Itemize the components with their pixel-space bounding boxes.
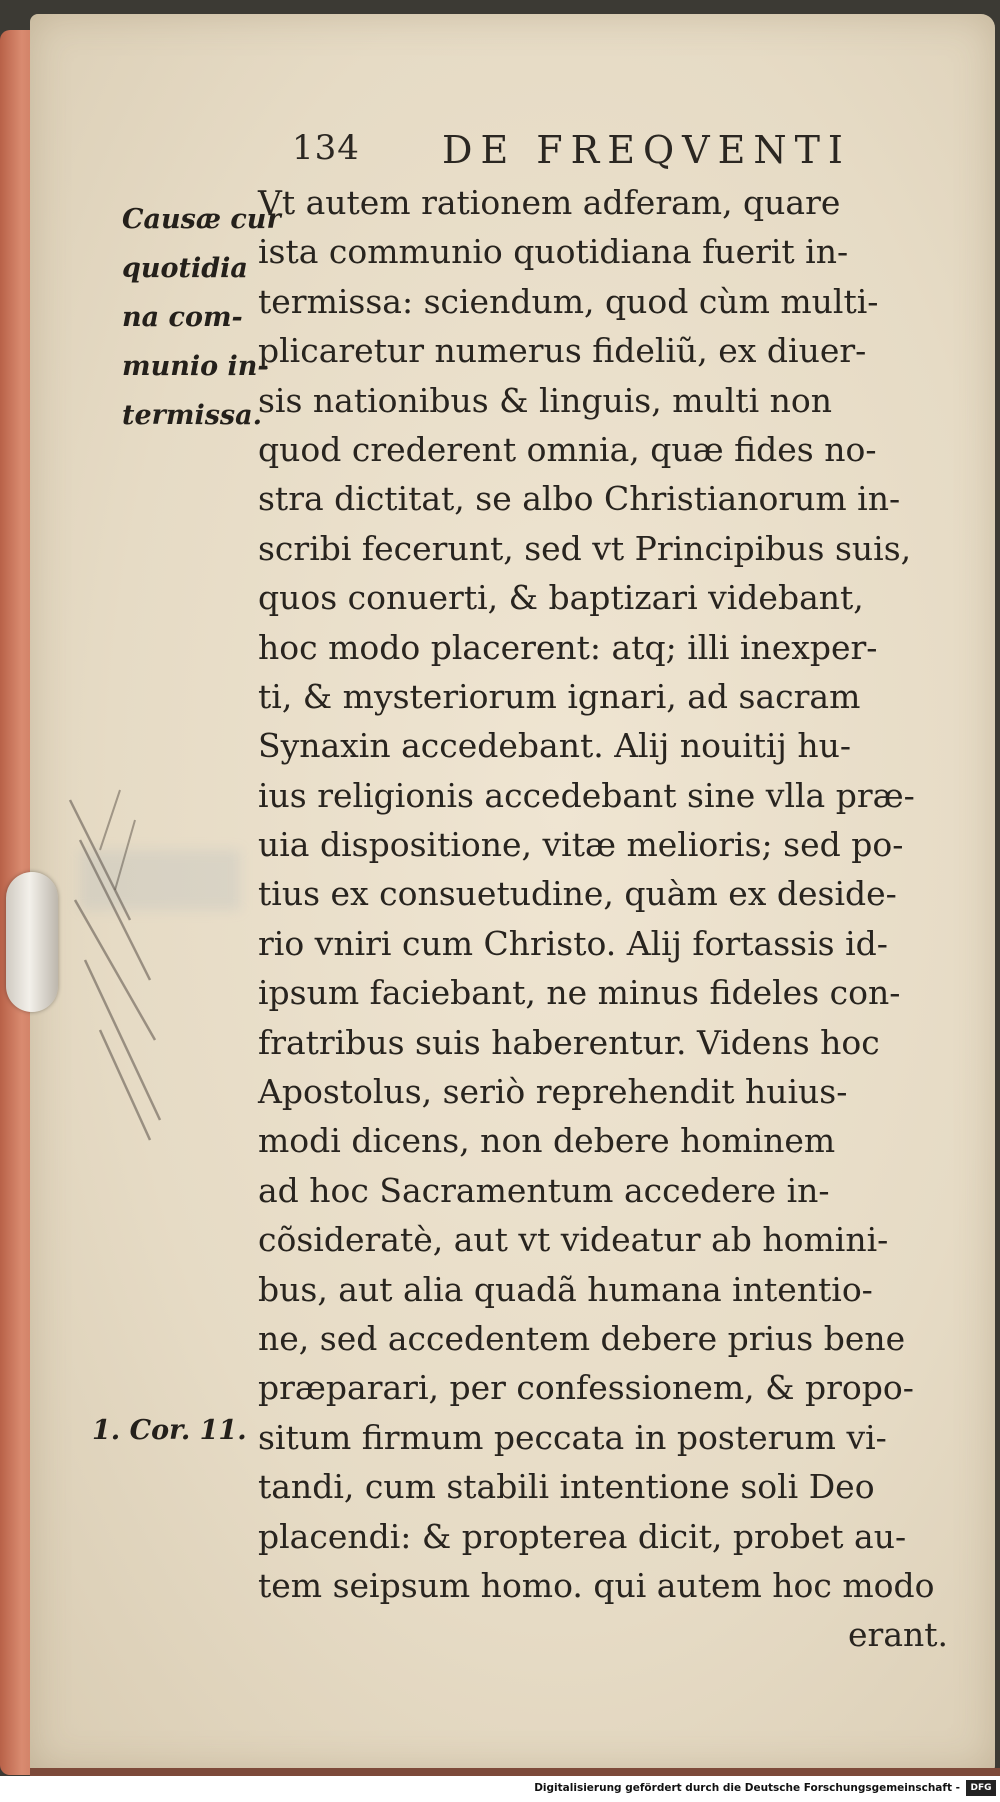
running-head [292, 128, 912, 176]
text-line: ad hoc Sacramentum accedere in- [258, 1170, 830, 1210]
text-line: tandi, cum stabili intentione soli Deo [258, 1467, 875, 1507]
page-number: 134 [292, 128, 360, 168]
footer-bar [0, 1776, 1000, 1802]
text-line: præparari, per confessionem, & propo- [258, 1368, 914, 1408]
handwritten-mark [60, 780, 170, 1160]
text-line: placendi: & propterea dicit, probet au- [258, 1516, 907, 1556]
book-bottom-edge [30, 1768, 1000, 1776]
margin-reference: 1. Cor. 11. [92, 1415, 247, 1446]
text-line: stra dictitat, se albo Christianorum in- [258, 479, 901, 519]
margin-note-line: na com- [122, 302, 243, 333]
text-line: fratribus suis haberentur. Videns hoc [258, 1022, 880, 1062]
text-line: tem seipsum homo. qui autem hoc modo [258, 1565, 935, 1605]
text-line: ipsum faciebant, ne minus fideles con- [258, 973, 901, 1013]
text-line: quos conuerti, & baptizari videbant, [258, 578, 864, 618]
margin-note-line: munio in- [122, 351, 269, 382]
text-line: quod crederent omnia, quæ fides no- [258, 429, 877, 469]
text-line: cõsideratè, aut vt videatur ab homini- [258, 1220, 889, 1260]
funding-credit: Digitalisierung gefördert durch die Deutsche Forschungsgemeinschaft - [534, 1782, 960, 1794]
text-line: ista communio quotidiana fuerit in- [258, 232, 849, 272]
text-line: Vt autem rationem adferam, quare [258, 183, 841, 222]
text-line: hoc modo placerent: atq; illi inexper- [258, 627, 878, 667]
text-line: termissa: sciendum, quod cùm multi- [258, 281, 879, 321]
page-clip [6, 872, 58, 1012]
text-line: rio vniri cum Christo. Alij fortassis id- [258, 923, 888, 963]
text-line: tius ex consuetudine, quàm ex deside- [258, 874, 897, 914]
text-line: situm firmum peccata in posterum vi- [258, 1417, 887, 1457]
text-line: ius religionis accedebant sine vlla præ- [258, 775, 915, 815]
text-line: ti, & mysteriorum ignari, ad sacram [258, 676, 861, 716]
text-line: scribi fecerunt, sed vt Principibus suis, [258, 528, 912, 568]
dfg-logo-icon: DFG [966, 1780, 996, 1796]
running-title: DE FREQVENTI [442, 128, 851, 172]
margin-note-line: quotidia [122, 253, 248, 284]
margin-note-line: Causæ cur [122, 204, 281, 235]
text-line: plicaretur numerus fideliũ, ex diuer- [258, 331, 867, 371]
text-line: uia dispositione, vitæ melioris; sed po- [258, 825, 904, 865]
body-text [258, 178, 958, 1660]
margin-note-line: termissa. [122, 400, 262, 431]
text-line: Apostolus, seriò reprehendit huius- [258, 1072, 848, 1112]
text-line: Synaxin accedebant. Alij nouitij hu- [258, 726, 851, 766]
text-line: ne, sed accedentem debere prius bene [258, 1318, 906, 1358]
catchword: erant. [848, 1615, 948, 1655]
text-line: sis nationibus & linguis, multi non [258, 380, 832, 420]
text-line: bus, aut alia quadã humana intentio- [258, 1269, 873, 1309]
text-line: modi dicens, non debere hominem [258, 1121, 836, 1161]
